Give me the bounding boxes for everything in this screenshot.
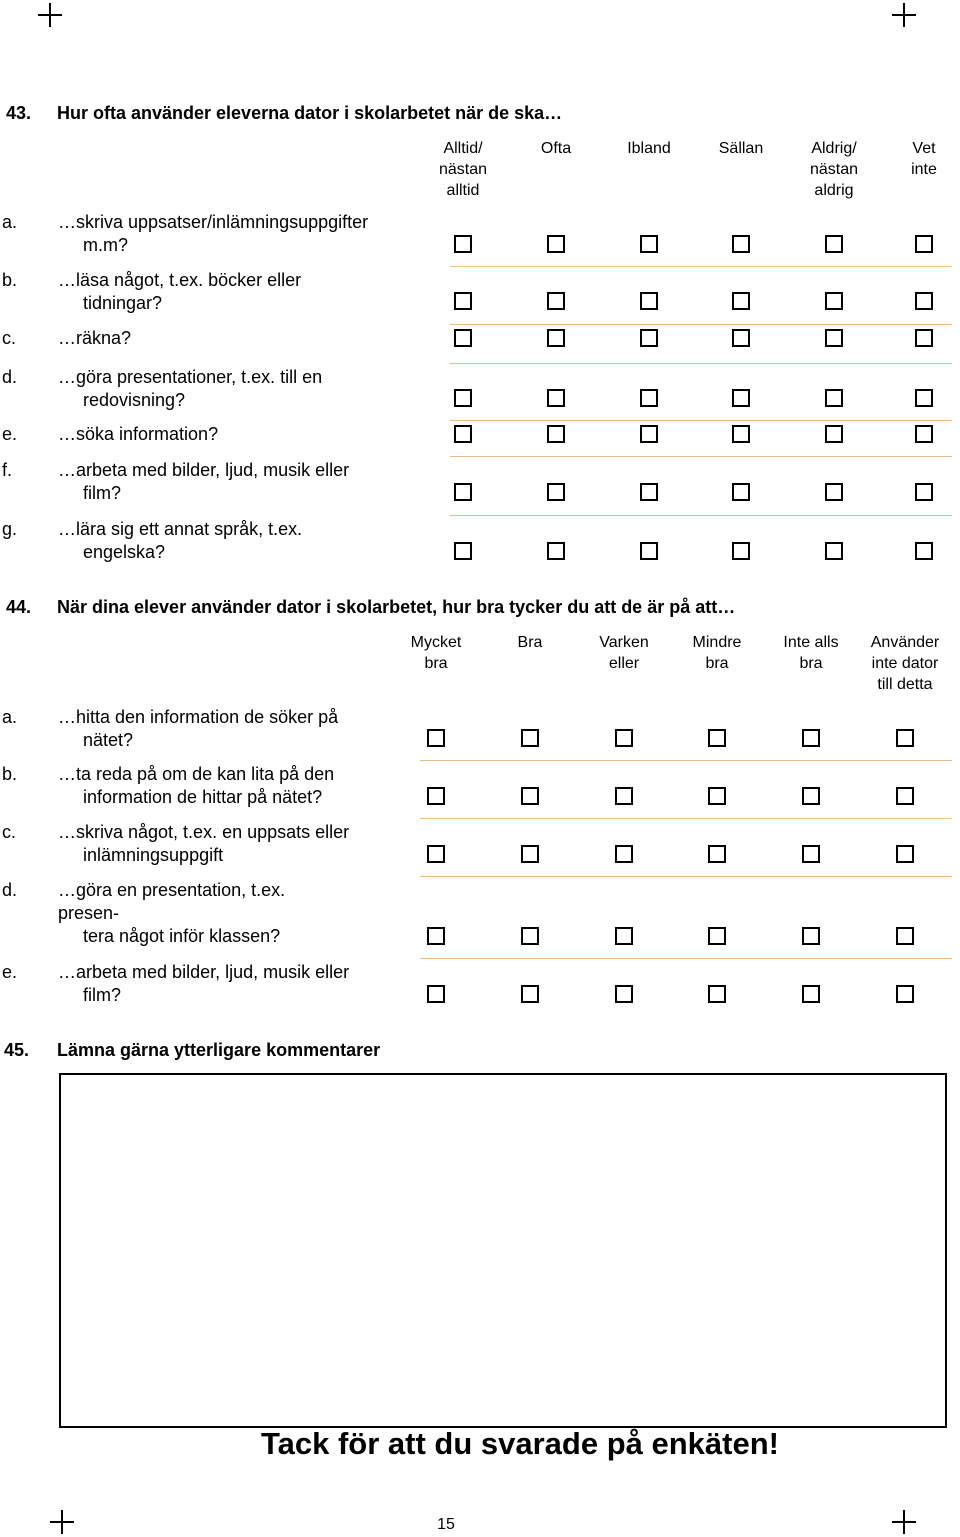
- column-header-line: Bra: [517, 634, 543, 651]
- answer-checkbox[interactable]: [454, 235, 472, 253]
- item-letter: e.: [2, 424, 18, 444]
- answer-checkbox[interactable]: [547, 329, 565, 347]
- column-header-line: Mindre: [692, 634, 742, 651]
- answer-checkbox[interactable]: [896, 787, 914, 805]
- answer-checkbox[interactable]: [454, 389, 472, 407]
- answer-checkbox[interactable]: [427, 845, 445, 863]
- item-text: [58, 211, 368, 257]
- answer-checkbox[interactable]: [640, 542, 658, 560]
- answer-checkbox[interactable]: [521, 845, 539, 863]
- answer-checkbox[interactable]: [915, 389, 933, 407]
- row-separator: [450, 363, 952, 364]
- column-header-line: till detta: [877, 676, 933, 693]
- answer-checkbox[interactable]: [802, 985, 820, 1003]
- registration-mark-top-left: [38, 3, 62, 27]
- item-text-line: information de hittar på nätet?: [83, 787, 323, 807]
- answer-checkbox[interactable]: [915, 542, 933, 560]
- answer-checkbox[interactable]: [521, 729, 539, 747]
- item-text-line: …skriva uppsatser/inlämningsuppgifter: [58, 212, 369, 232]
- item-letter: f.: [2, 460, 13, 480]
- answer-checkbox[interactable]: [802, 787, 820, 805]
- column-header-line: Inte alls: [783, 634, 839, 651]
- question-number: 43.: [6, 103, 32, 123]
- item-letter: d.: [2, 367, 18, 387]
- item-text-line: …lära sig ett annat språk, t.ex.: [58, 519, 303, 539]
- answer-checkbox[interactable]: [454, 425, 472, 443]
- column-header-line: Ofta: [540, 140, 572, 157]
- item-text-line: m.m?: [83, 235, 128, 255]
- answer-checkbox[interactable]: [896, 845, 914, 863]
- answer-checkbox[interactable]: [615, 985, 633, 1003]
- answer-checkbox[interactable]: [896, 985, 914, 1003]
- column-header-line: nästan: [438, 161, 488, 178]
- answer-checkbox[interactable]: [708, 927, 726, 945]
- answer-checkbox[interactable]: [732, 292, 750, 310]
- column-header: [855, 632, 955, 695]
- item-text-line: …ta reda på om de kan lita på den: [58, 764, 335, 784]
- item-letter: a.: [2, 212, 18, 232]
- answer-checkbox[interactable]: [640, 235, 658, 253]
- item-text-line: …skriva något, t.ex. en uppsats eller: [58, 822, 350, 842]
- question-number: 45.: [4, 1040, 30, 1060]
- answer-checkbox[interactable]: [915, 329, 933, 347]
- column-header-line: Varken: [599, 634, 649, 651]
- column-header-line: aldrig: [814, 182, 854, 199]
- column-header-line: Sällan: [718, 140, 764, 157]
- answer-checkbox[interactable]: [521, 787, 539, 805]
- item-text-line: film?: [83, 985, 122, 1005]
- item-letter: b.: [2, 764, 18, 784]
- answer-checkbox[interactable]: [915, 425, 933, 443]
- column-header: [599, 138, 699, 159]
- item-letter: b.: [2, 270, 18, 290]
- item-letter: c.: [2, 328, 17, 348]
- item-text-line: film?: [83, 483, 122, 503]
- item-letter: c.: [2, 822, 17, 842]
- item-text: [58, 269, 301, 315]
- item-letter: d.: [2, 880, 18, 900]
- item-text: [58, 763, 334, 809]
- item-letter: e.: [2, 962, 18, 982]
- column-header-line: alltid: [446, 182, 480, 199]
- answer-checkbox[interactable]: [547, 292, 565, 310]
- answer-checkbox[interactable]: [547, 483, 565, 501]
- answer-checkbox[interactable]: [825, 483, 843, 501]
- answer-checkbox[interactable]: [615, 927, 633, 945]
- column-header-line: Ibland: [627, 140, 671, 157]
- column-header-line: Mycket: [410, 634, 462, 651]
- answer-checkbox[interactable]: [825, 329, 843, 347]
- item-text: [58, 518, 302, 564]
- column-header: [386, 632, 486, 674]
- column-header-line: inte: [911, 161, 937, 178]
- comment-textbox[interactable]: [59, 1073, 947, 1428]
- answer-checkbox[interactable]: [915, 292, 933, 310]
- answer-checkbox[interactable]: [708, 729, 726, 747]
- item-text: [58, 879, 285, 948]
- answer-checkbox[interactable]: [427, 787, 445, 805]
- item-text-line: tidningar?: [83, 293, 163, 313]
- item-text-line: nätet?: [83, 730, 134, 750]
- item-text: [58, 706, 338, 752]
- answer-checkbox[interactable]: [896, 729, 914, 747]
- question-number: 44.: [6, 597, 32, 617]
- item-text-line: …hitta den information de söker på: [58, 707, 339, 727]
- item-text-line: …söka information?: [58, 424, 219, 444]
- column-header: [784, 138, 884, 201]
- row-separator: [450, 324, 952, 325]
- item-text-line: inlämningsuppgift: [83, 845, 224, 865]
- row-separator: [450, 266, 952, 267]
- answer-checkbox[interactable]: [640, 329, 658, 347]
- column-header-line: Alltid/: [443, 140, 483, 157]
- answer-checkbox[interactable]: [732, 235, 750, 253]
- answer-checkbox[interactable]: [915, 235, 933, 253]
- answer-checkbox[interactable]: [640, 389, 658, 407]
- column-header: [413, 138, 513, 201]
- answer-checkbox[interactable]: [547, 389, 565, 407]
- column-header-line: Använder: [870, 634, 940, 651]
- row-separator: [450, 420, 952, 421]
- row-separator: [420, 818, 952, 819]
- question-text: Lämna gärna ytterligare kommentarer: [57, 1040, 381, 1060]
- answer-checkbox[interactable]: [802, 845, 820, 863]
- page-number: 15: [437, 1516, 455, 1533]
- column-header: [874, 138, 960, 180]
- answer-checkbox[interactable]: [547, 542, 565, 560]
- column-header-line: bra: [424, 655, 448, 672]
- item-text: [58, 459, 349, 505]
- answer-checkbox[interactable]: [454, 329, 472, 347]
- answer-checkbox[interactable]: [708, 985, 726, 1003]
- item-text-line: engelska?: [83, 542, 166, 562]
- answer-checkbox[interactable]: [825, 425, 843, 443]
- item-text: [58, 327, 131, 350]
- column-header-line: bra: [705, 655, 729, 672]
- answer-checkbox[interactable]: [896, 927, 914, 945]
- answer-checkbox[interactable]: [615, 729, 633, 747]
- row-separator: [420, 958, 952, 959]
- column-header: [574, 632, 674, 674]
- question-text: När dina elever använder dator i skolarbetet, hur bra tycker du att de är på att…: [57, 597, 736, 617]
- question-text: Hur ofta använder eleverna dator i skolarbetet när de ska…: [57, 103, 563, 123]
- answer-checkbox[interactable]: [521, 927, 539, 945]
- answer-checkbox[interactable]: [802, 927, 820, 945]
- column-header-line: eller: [608, 655, 640, 672]
- answer-checkbox[interactable]: [732, 483, 750, 501]
- item-text-line: presen-: [58, 903, 120, 923]
- answer-checkbox[interactable]: [732, 329, 750, 347]
- answer-checkbox[interactable]: [640, 292, 658, 310]
- answer-checkbox[interactable]: [732, 425, 750, 443]
- answer-checkbox[interactable]: [708, 845, 726, 863]
- column-header-line: nästan: [809, 161, 859, 178]
- answer-checkbox[interactable]: [547, 235, 565, 253]
- item-text: [58, 366, 322, 412]
- item-letter: g.: [2, 519, 18, 539]
- answer-checkbox[interactable]: [915, 483, 933, 501]
- answer-checkbox[interactable]: [615, 787, 633, 805]
- row-separator: [420, 760, 952, 761]
- column-header: [667, 632, 767, 674]
- item-text-line: …läsa något, t.ex. böcker eller: [58, 270, 302, 290]
- row-separator: [450, 515, 952, 516]
- answer-checkbox[interactable]: [454, 483, 472, 501]
- answer-checkbox[interactable]: [521, 985, 539, 1003]
- answer-checkbox[interactable]: [825, 292, 843, 310]
- answer-checkbox[interactable]: [708, 787, 726, 805]
- item-text-line: …göra en presentation, t.ex.: [58, 880, 286, 900]
- answer-checkbox[interactable]: [825, 235, 843, 253]
- item-text-line: …räkna?: [58, 328, 132, 348]
- column-header-line: inte dator: [871, 655, 939, 672]
- answer-checkbox[interactable]: [615, 845, 633, 863]
- registration-mark-bottom-right: [892, 1510, 916, 1534]
- column-header: [506, 138, 606, 159]
- answer-checkbox[interactable]: [825, 389, 843, 407]
- answer-checkbox[interactable]: [640, 425, 658, 443]
- answer-checkbox[interactable]: [427, 927, 445, 945]
- answer-checkbox[interactable]: [732, 542, 750, 560]
- row-separator: [450, 456, 952, 457]
- item-text: [58, 423, 218, 446]
- item-text: [58, 821, 349, 867]
- column-header-line: bra: [799, 655, 823, 672]
- answer-checkbox[interactable]: [547, 425, 565, 443]
- answer-checkbox[interactable]: [640, 483, 658, 501]
- column-header: [761, 632, 861, 674]
- answer-checkbox[interactable]: [802, 729, 820, 747]
- item-text-line: …göra presentationer, t.ex. till en: [58, 367, 323, 387]
- registration-mark-top-right: [892, 3, 916, 27]
- answer-checkbox[interactable]: [732, 389, 750, 407]
- item-text-line: …arbeta med bilder, ljud, musik eller: [58, 460, 350, 480]
- row-separator: [420, 876, 952, 877]
- column-header-line: Vet: [912, 140, 936, 157]
- column-header-line: Aldrig/: [811, 140, 857, 157]
- item-text-line: redovisning?: [83, 390, 186, 410]
- column-header: [480, 632, 580, 653]
- answer-checkbox[interactable]: [454, 292, 472, 310]
- item-letter: a.: [2, 707, 18, 727]
- item-text: [58, 961, 349, 1007]
- thank-you-message: Tack för att du svarade på enkäten!: [261, 1426, 779, 1461]
- item-text-line: …arbeta med bilder, ljud, musik eller: [58, 962, 350, 982]
- answer-checkbox[interactable]: [427, 985, 445, 1003]
- answer-checkbox[interactable]: [427, 729, 445, 747]
- answer-checkbox[interactable]: [454, 542, 472, 560]
- answer-checkbox[interactable]: [825, 542, 843, 560]
- column-header: [691, 138, 791, 159]
- item-text-line: tera något inför klassen?: [83, 926, 281, 946]
